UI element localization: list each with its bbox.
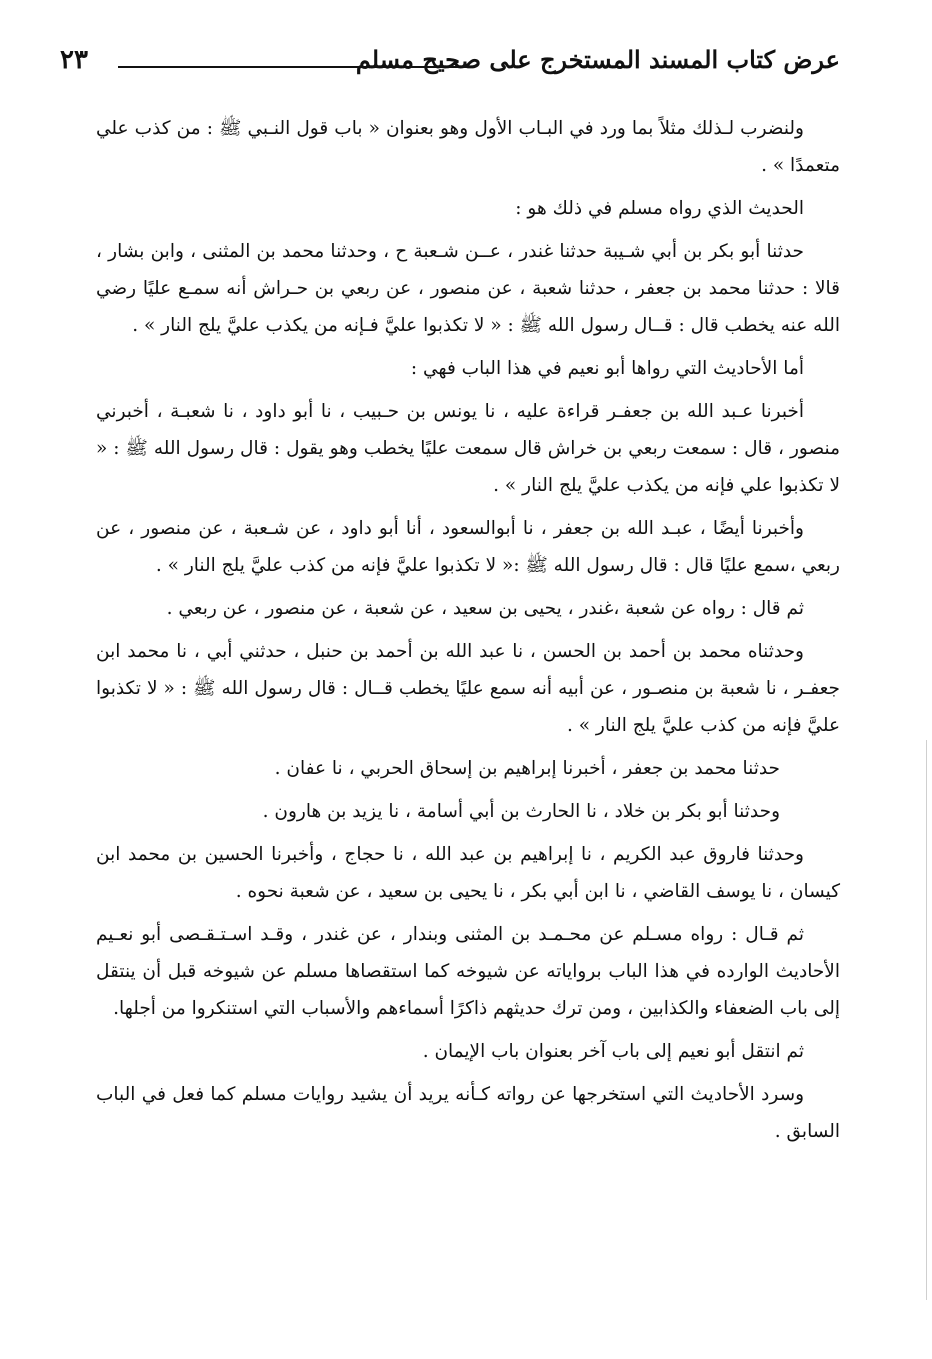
paragraph-1: ولنضرب لـذلك مثلاً بما ورد في البـاب الأول وهو بعنوان « باب قول النـبي ﷺ : من كذب علي متعمدًا » .: [96, 118, 840, 176]
body-text: [96, 110, 840, 1156]
paragraph-14: وسرد الأحاديث التي استخرجها عن رواته كـأنه يريد أن يشيد روايات مسلم كما فعل في الباب السابق .: [96, 1084, 840, 1142]
paragraph-7: ثم قال : رواه عن شعبة ،غندر ، يحيى بن سعيد ، عن شعبة ، عن منصور ، عن ربعي .: [166, 598, 804, 619]
paragraph-10: وحدثنا أبو بكر بن خلاد ، نا الحارث بن أبي أسامة ، نا يزيد بن هارون .: [262, 801, 780, 822]
running-title: عرض كتاب المسند المستخرج على صحيح مسلم: [355, 45, 840, 74]
paragraph-8: وحدثناه محمد بن أحمد بن الحسن ، نا عبد الله بن أحمد بن حنبل ، حدثني أبي ، نا محمد ابن جعفـر ، نا شعبة بن منصـور ، عن أبيه أنه سمع عليًا يخطب قــال : قال رسول الله ﷺ : « لا تكذبوا عليَّ فإنه من كذب عليَّ يلج النار » .: [96, 641, 840, 736]
paragraph-12: ثم قـال : رواه مسـلم عن محـمـد بن المثنى وبندار ، عن غندر ، وقـد اسـتـقـصى أبو نعـيم الأحاديث الوارده في هذا الباب برواياته عن شيوخه كما استقصاها مسلم عن شيوخه قبل أن ينتقل إلى باب الضعفاء والكذابين ، ومن ترك حديثهم ذاكرًا أسماءهم والأسباب التي استنكروا من أجلها.: [96, 924, 840, 1019]
header-rule: [118, 66, 468, 68]
scan-margin-line: [926, 740, 927, 1300]
paragraph-13: ثم انتقل أبو نعيم إلى باب آخر بعنوان باب الإيمان .: [422, 1041, 804, 1062]
paragraph-9: حدثنا محمد بن جعفر ، أخبرنا إبراهيم بن إسحاق الحربي ، نا عفان .: [274, 758, 780, 779]
paragraph-3: حدثنا أبو بكر بن أبي شـيبة حدثنا غندر ، عــن شـعبة ح ، وحدثنا محمد بن المثنى ، وابن بشار ، قالا : حدثنا محمد بن جعفر ، حدثنا شعبة ، عن منصور ، عن ربعي بن حـراش أنه سمـع عليًا رضي الله عنه يخطب قال : قــال رسول الله ﷺ : « لا تكذبوا عليَّ فـإنه من يكذب عليَّ يلج النار » .: [96, 241, 840, 336]
paragraph-5: أخبرنا عـبد الله بن جعفـر قراءة عليه ، نا يونس بن حـبيب ، نا أبو داود ، نا شعبـة ، أخبرني منصور ، قال : سمعت ربعي بن خراش قال سمعت عليًا يخطب وهو يقول : قال رسول الله ﷺ : « لا تكذبوا علي فإنه من يكذب عليَّ يلج النار » .: [96, 401, 840, 496]
paragraph-4: أما الأحاديث التي رواها أبو نعيم في هذا الباب فهي :: [410, 358, 804, 379]
paragraph-6: وأخبرنا أيضًا ، عبـد الله بن جعفر ، نا أبوالسعود ، أنا أبو داود ، عن شـعبة ، عن منصور ، عن ربعي ،سمع عليًا قال : قال رسول الله ﷺ :« لا تكذبوا عليَّ فإنه من كذب عليَّ يلج النار » .: [96, 518, 840, 576]
page-header: [60, 38, 840, 82]
paragraph-2: الحديث الذي رواه مسلم في ذلك هو :: [515, 198, 804, 219]
page-number: ٢٣: [60, 45, 88, 75]
paragraph-11: وحدثنا فاروق عبد الكريم ، نا إبراهيم بن عبد الله ، نا حجاج ، وأخبرنا الحسين بن محمد ابن كيسان ، نا يوسف القاضي ، نا ابن أبي بكر ، نا يحيى بن سعيد ، عن شعبة نحوه .: [96, 844, 840, 902]
